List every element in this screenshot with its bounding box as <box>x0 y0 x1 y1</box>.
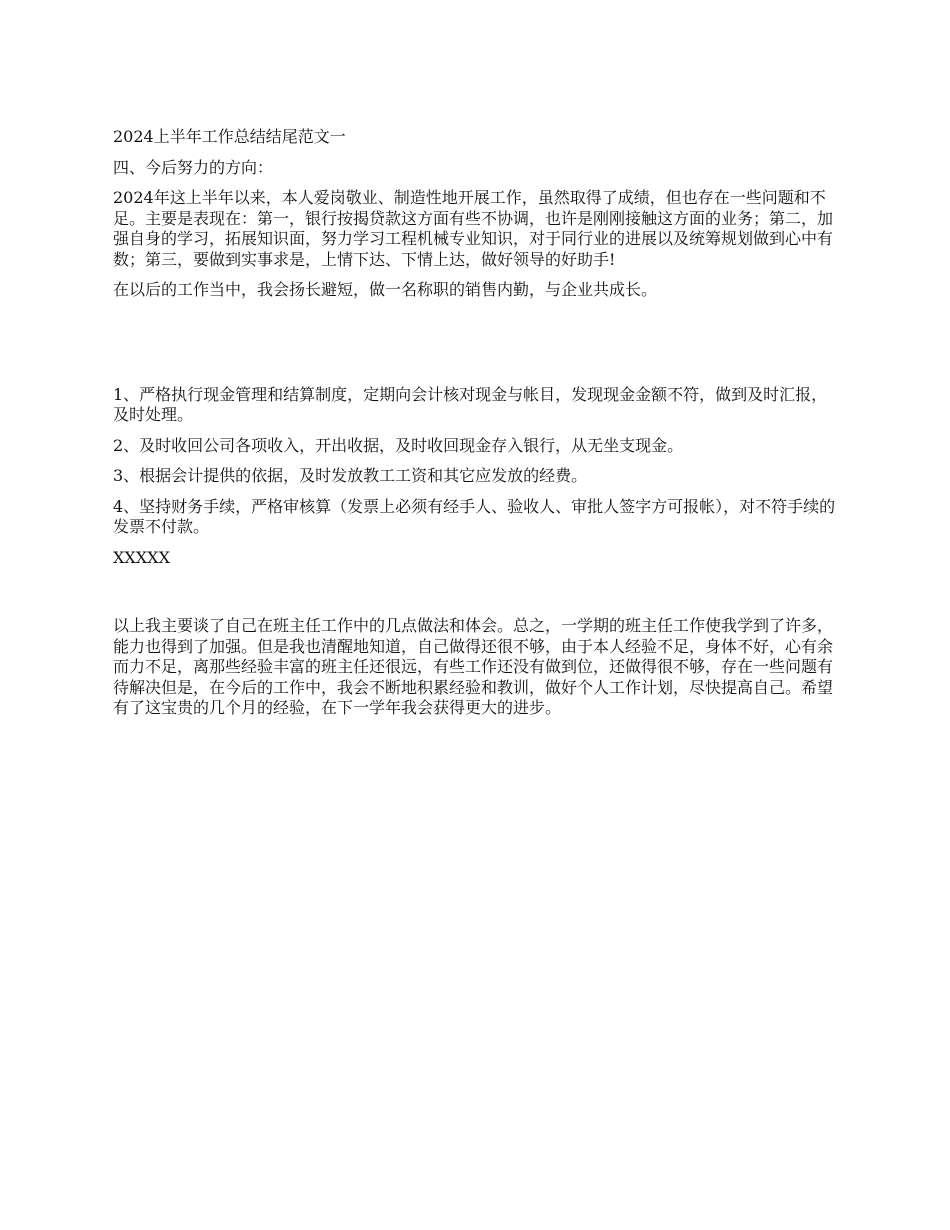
list-item-2: 2、及时收回公司各项收入，开出收据，及时收回现金存入银行，从无坐支现金。 <box>113 435 684 455</box>
placeholder-text: XXXXX <box>113 547 170 567</box>
section-heading: 四、今后努力的方向： <box>113 157 274 177</box>
list-item-1: 1、严格执行现金管理和结算制度，定期向会计核对现金与帐目，发现现金金额不符，做到及时汇报，及时处理。 <box>113 384 828 424</box>
spacer <box>113 311 838 385</box>
spacer <box>113 578 838 616</box>
paragraph-conclusion: 以上我主要谈了自己在班主任工作中的几点做法和体会。总之，一学期的班主任工作使我学到了许多，能力也得到了加强。但是我也清醒地知道，自己做得还很不够，由于本人经验不足，身体不好，心有余而力不足，离那些经验丰富的班主任还很远，有些工作还没有做到位，还做得很不够，存在一些问题有待解决但是，在今后的工作中，我会不断地积累经验和教训，做好个人工作计划，尽快提高自己。希望有了这宝贵的几个月的经验，在下一学年我会获得更大的进步。 <box>113 616 834 717</box>
list-item-3: 3、根据会计提供的依据，及时发放教工工资和其它应发放的经费。 <box>113 466 588 485</box>
document-title: 2024上半年工作总结结尾范文一 <box>113 127 346 146</box>
document-body <box>113 127 838 729</box>
list-item-4: 4、坚持财务手续，严格审核算（发票上必须有经手人、验收人、审批人签字方可报帐），对不符手续的发票不付款。 <box>113 496 836 536</box>
paragraph-closing: 在以后的工作当中，我会扬长避短，做一名称职的销售内勤，与企业共成长。 <box>113 280 658 299</box>
paragraph-summary: 2024年这上半年以来，本人爱岗敬业、制造性地开展工作，虽然取得了成绩，但也存在一些问题和不足。主要是表现在：第一，银行按揭贷款这方面有些不协调，也许是刚刚接触这方面的业务；第二，加强自身的学习，拓展知识面，努力学习工程机械专业知识，对于同行业的进展以及统筹规划做到心中有数；第三，要做到实事求是，上情下达、下情上达，做好领导的好助手! <box>113 188 834 269</box>
